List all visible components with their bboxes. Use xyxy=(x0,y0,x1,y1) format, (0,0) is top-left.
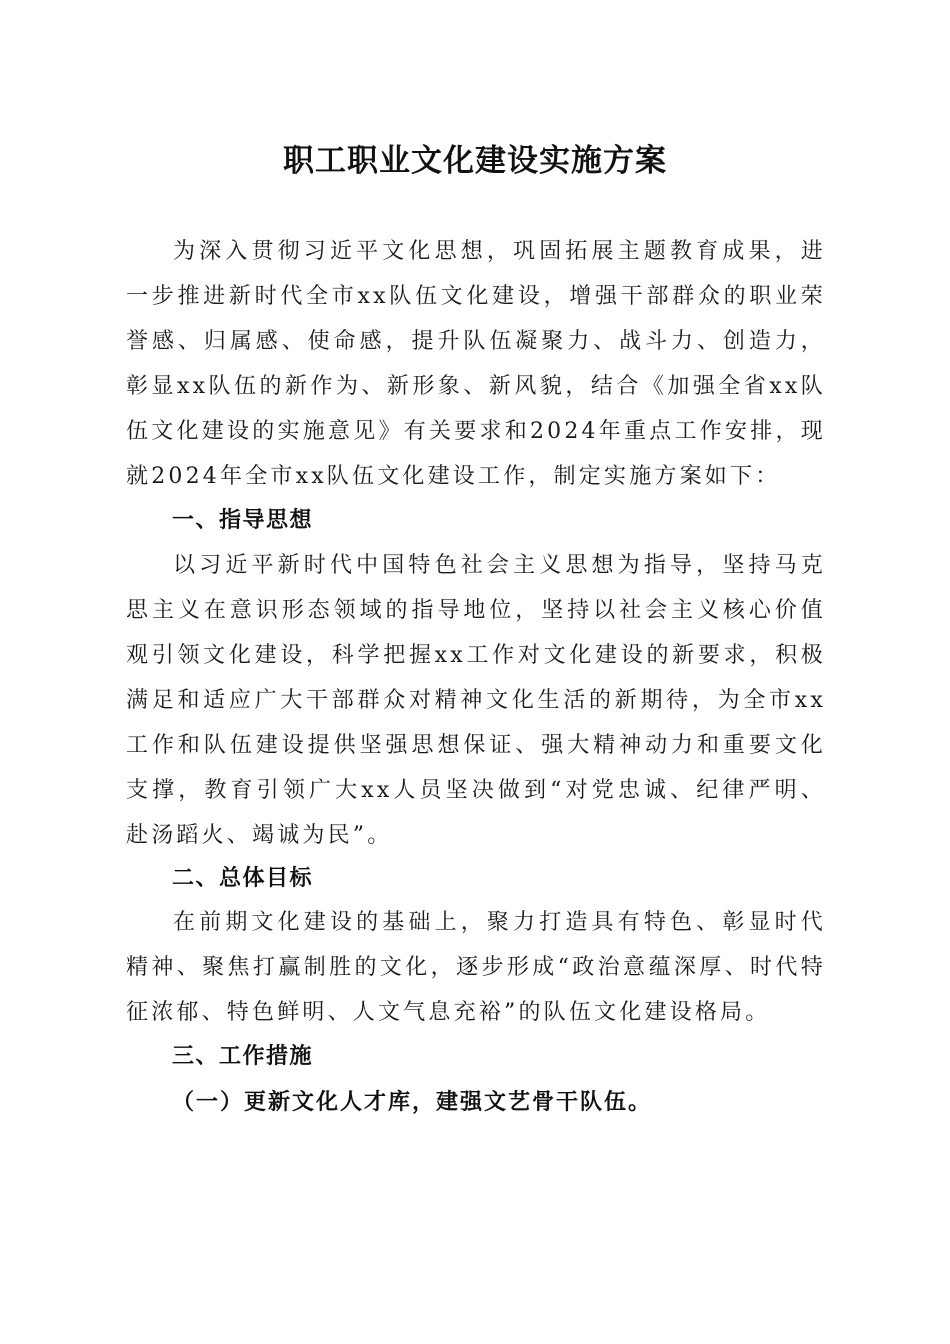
section-heading-overall-goal: 二、总体目标 xyxy=(172,866,314,891)
subheading-culture-talent: （一）更新文化人才库，建强文艺骨干队伍。 xyxy=(172,1089,653,1115)
section-heading-work-measures: 三、工作措施 xyxy=(172,1044,314,1069)
section-guiding-thought xyxy=(126,543,826,858)
section-heading-guiding-thought: 一、指导思想 xyxy=(172,508,314,533)
intro-paragraph: 为深入贯彻习近平文化思想，巩固拓展主题教育成果，进一步推进新时代全市xx队伍文化建设，增强干部群众的职业荣誉感、归属感、使命感，提升队伍凝聚力、战斗力、创造力，彰显xx队伍的新作为、新形象、新风貌，结合《加强全省xx队伍文化建设的实施意见》有关要求和2024年重点工作安排，现就2024年全市xx队伍文化建设工作，制定实施方案如下： xyxy=(126,239,826,489)
guiding-thought-paragraph: 以习近平新时代中国特色社会主义思想为指导，坚持马克思主义在意识形态领域的指导地位，坚持以社会主义核心价值观引领文化建设，科学把握xx工作对文化建设的新要求，积极满足和适应广大干部群众对精神文化生活的新期待，为全市xx工作和队伍建设提供坚强思想保证、强大精神动力和重要文化支撑，教育引领广大xx人员坚决做到“对党忠诚、纪律严明、赴汤蹈火、竭诚为民”。 xyxy=(126,553,826,848)
overall-goal-paragraph: 在前期文化建设的基础上，聚力打造具有特色、彰显时代精神、聚焦打赢制胜的文化，逐步形成“政治意蕴深厚、时代特征浓郁、特色鲜明、人文气息充裕”的队伍文化建设格局。 xyxy=(126,910,826,1025)
intro-block xyxy=(126,229,826,499)
section-overall-goal xyxy=(126,900,826,1035)
document-title: 职工职业文化建设实施方案 xyxy=(283,143,667,179)
